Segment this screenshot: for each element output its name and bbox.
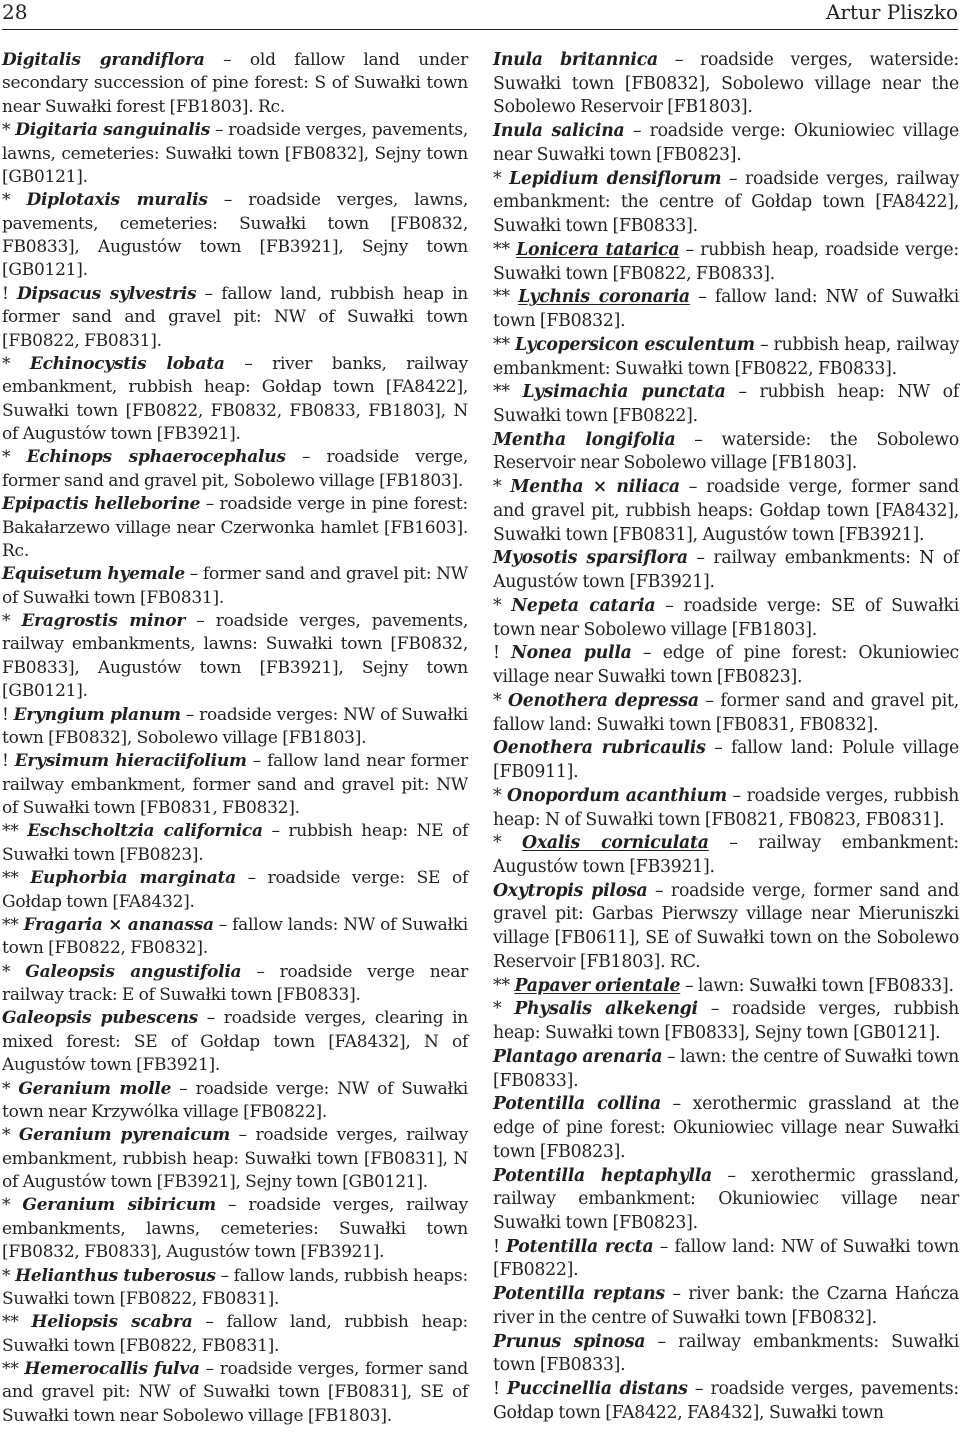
species-description: – river bank: the Czarna Hańcza river in the centre of Suwałki town [FB0832]. xyxy=(493,1284,959,1328)
species-description: – fallow land: NW of Suwałki town [FB0832]. xyxy=(493,287,959,332)
species-name: Echinocystis lobata xyxy=(29,353,225,374)
species-entry xyxy=(2,961,468,1008)
status-marker: * xyxy=(2,190,27,211)
species-entry xyxy=(493,429,959,476)
species-name: Potentilla heptaphylla xyxy=(493,1165,712,1186)
species-description: – waterside: the Sobolewo Reservoir near Sobolewo village [FB1803]. xyxy=(493,429,959,474)
species-description: – fallow land, rubbish heap: Suwałki town [FB0822, FB0831]. xyxy=(2,1312,468,1356)
status-marker: ! xyxy=(2,283,17,304)
species-name: Potentilla collina xyxy=(493,1094,661,1115)
species-entry xyxy=(493,168,959,239)
status-marker: ! xyxy=(2,751,15,772)
status-marker: * xyxy=(493,999,515,1020)
species-entry xyxy=(2,820,468,867)
species-description: – edge of pine forest: Okuniowiec village near Suwałki town [FB0823]. xyxy=(493,643,959,688)
species-entry xyxy=(2,563,468,610)
species-description: – railway embankments: N of Augustów town [FB3921]. xyxy=(493,548,959,593)
status-marker: ** xyxy=(2,914,24,935)
species-description: – fallow lands, rubbish heaps: Suwałki town [FB0822, FB0831]. xyxy=(2,1265,468,1309)
species-name: Onopordum acanthium xyxy=(507,785,727,806)
species-description: – fallow land, rubbish heap in former sand and gravel pit: NW of Suwałki town [FB0822, FB0831]. xyxy=(2,283,468,351)
species-description: – river banks, railway embankment, rubbish heap: Gołdap town [FA8422], Suwałki town [FB0822, FB0832, FB0833, FB1803], N of Augustów town [FB3921]. xyxy=(2,353,468,444)
species-name: Prunus spinosa xyxy=(493,1331,646,1352)
species-entry xyxy=(2,704,468,751)
species-name: Equisetum hyemale xyxy=(2,564,185,585)
species-name: Geranium pyrenaicum xyxy=(18,1125,231,1146)
species-name: Inula britannica xyxy=(493,50,658,70)
species-description: – roadside verge, former sand and gravel pit: Garbas Pierwszy village near Mieruniszki village [FB0611], SE of Suwałki town on the Sobolewo Reservoir [FB1803]. RC. xyxy=(493,880,959,972)
species-name: Lysimachia punctata xyxy=(522,382,726,403)
status-marker: ** xyxy=(493,287,519,308)
species-description: – roadside verge: Okuniowiec village near Suwałki town [FB0823]. xyxy=(493,121,959,165)
page-number: 28 xyxy=(2,0,28,24)
species-name: Mentha × niliaca xyxy=(510,477,680,498)
species-name: Nepeta cataria xyxy=(511,595,656,616)
species-name: Oenothera depressa xyxy=(508,690,699,711)
species-entry xyxy=(2,119,468,189)
status-marker: * xyxy=(2,961,26,982)
species-name: Puccinellia distans xyxy=(506,1379,688,1400)
species-description: – fallow land: Polule village [FB0911]. xyxy=(493,738,959,783)
species-name: Plantago arenaria xyxy=(493,1046,663,1067)
species-description: – roadside verge: NW of Suwałki town near Krzywólka village [FB0822]. xyxy=(2,1078,468,1122)
species-entry xyxy=(493,832,959,879)
status-marker: * xyxy=(493,833,523,854)
species-entry xyxy=(2,1358,468,1428)
species-description: – roadside verge near railway track: E of Suwałki town [FB0833]. xyxy=(2,961,468,1005)
species-description: – roadside verges, railway embankment: the centre of Gołdap town [FA8422], Suwałki town [FB0833]. xyxy=(493,168,959,237)
species-description: – rubbish heap: NE of Suwałki town [FB0823]. xyxy=(2,821,468,865)
status-marker: ! xyxy=(493,643,512,664)
status-marker: * xyxy=(493,690,508,711)
species-description: – roadside verges, pavements: Gołdap town [FA8422, FA8432], Suwałki town xyxy=(493,1379,959,1423)
species-description: – roadside verge, former sand and gravel pit, Sobolewo village [FB1803]. xyxy=(2,447,468,491)
status-marker: ! xyxy=(493,1379,507,1400)
species-description: – roadside verges, pavements, lawns, cemeteries: Suwałki town [FB0832], Sejny town [GB0121]. xyxy=(2,120,468,187)
species-entry xyxy=(493,785,959,832)
species-entry xyxy=(493,49,959,120)
species-name: Epipactis helleborine xyxy=(2,494,201,515)
species-name: Potentilla recta xyxy=(506,1236,654,1257)
species-entry xyxy=(493,595,959,642)
species-name: Digitalis grandiflora xyxy=(2,50,205,70)
status-marker: ! xyxy=(2,704,14,725)
species-entry xyxy=(493,1236,959,1283)
species-description: – roadside verge in pine forest: Bakałarzewo village near Czerwonka hamlet [FB1603]. Rc. xyxy=(2,494,468,561)
status-marker: * xyxy=(2,611,22,631)
species-description: – roadside verge: SE of Gołdap town [FA8432]. xyxy=(2,868,468,912)
status-marker: * xyxy=(493,168,510,189)
species-description: – xerothermic grassland at the edge of pine forest: Okuniowiec village near Suwałki town [FB0823]. xyxy=(493,1094,959,1162)
species-entry xyxy=(493,239,959,286)
status-marker: ** xyxy=(493,975,515,996)
species-description: – roadside verges, rubbish heap: Suwałki town [FB0833], Sejny town [GB0121]. xyxy=(493,999,959,1044)
species-description: – roadside verges, pavements, railway embankments, lawns: Suwałki town [FB0832, FB0833], Augustów town [FB3921], Sejny town [GB0121]. xyxy=(2,611,468,702)
species-entry xyxy=(2,446,468,493)
species-description: – rubbish heap, roadside verge: Suwałki town [FB0822, FB0833]. xyxy=(493,239,959,284)
species-name: Heliopsis scabra xyxy=(31,1312,193,1333)
species-name: Galeopsis pubescens xyxy=(2,1008,199,1029)
species-entry xyxy=(2,914,468,961)
species-name: Oxytropis pilosa xyxy=(493,880,648,901)
species-name: Papaver orientale xyxy=(514,975,681,996)
species-description: – railway embankments: Suwałki town [FB0833]. xyxy=(493,1331,959,1376)
species-description: – former sand and gravel pit: NW of Suwałki town [FB0831]. xyxy=(2,564,468,608)
species-entry xyxy=(493,737,959,784)
species-description: – roadside verges, former sand and gravel pit: NW of Suwałki town [FB0831], SE of Suwałki town near Sobolewo village [FB1803]. xyxy=(2,1359,468,1426)
species-name: Nonea pulla xyxy=(511,643,632,664)
species-name: Fragaria × ananassa xyxy=(23,914,214,935)
species-entry xyxy=(2,1265,468,1312)
species-name: Eryngium planum xyxy=(13,704,181,725)
status-marker: * xyxy=(493,595,512,616)
left-column xyxy=(2,49,468,1428)
species-description: – lawn: Suwałki town [FB0833]. xyxy=(680,975,954,996)
species-name: Euphorbia marginata xyxy=(30,868,236,889)
page-header xyxy=(2,0,958,34)
species-name: Lepidium densiflorum xyxy=(509,168,722,189)
species-name: Dipsacus sylvestris xyxy=(16,283,197,304)
species-description: – fallow land: NW of Suwałki town [FB0822]. xyxy=(493,1236,959,1281)
status-marker: ** xyxy=(2,1312,32,1333)
status-marker: ** xyxy=(493,239,517,260)
species-name: Lonicera tatarica xyxy=(516,239,680,260)
species-entry xyxy=(493,1093,959,1164)
species-entry xyxy=(2,1078,468,1125)
status-marker: * xyxy=(2,1125,19,1146)
species-entry xyxy=(493,286,959,333)
species-name: Digitaria sanguinalis xyxy=(15,120,211,141)
status-marker: * xyxy=(2,447,27,468)
species-entry xyxy=(493,1283,959,1330)
species-description: – rubbish heap: NW of Suwałki town [FB0822]. xyxy=(493,382,959,427)
species-name: Galeopsis angustifolia xyxy=(25,961,242,982)
species-entry xyxy=(493,1046,959,1093)
species-description: – fallow lands: NW of Suwałki town [FB0822, FB0832]. xyxy=(2,914,468,959)
species-name: Hemerocallis fulva xyxy=(24,1359,200,1379)
species-name: Echinops sphaerocephalus xyxy=(26,447,286,468)
species-description: – roadside verges, rubbish heap: N of Suwałki town [FB0821, FB0823, FB0831]. xyxy=(493,785,959,830)
species-name: Physalis alkekengi xyxy=(514,999,698,1020)
species-entry xyxy=(2,49,468,119)
species-entry xyxy=(493,1378,959,1425)
species-name: Helianthus tuberosus xyxy=(15,1265,216,1286)
status-marker: * xyxy=(2,1078,19,1099)
status-marker: ** xyxy=(2,868,31,889)
species-entry xyxy=(493,547,959,594)
species-entry xyxy=(493,1165,959,1236)
species-description: – roadside verges, waterside: Suwałki town [FB0832], Sobolewo village near the Sobolewo Reservoir [FB1803]. xyxy=(493,50,959,118)
species-entry xyxy=(2,750,468,820)
species-entry xyxy=(493,1331,959,1378)
species-entry xyxy=(2,867,468,914)
species-description: – roadside verges, railway embankment, rubbish heap: Suwałki town [FB0831], N of Augustów town [FB3921], Sejny town [GB0121]. xyxy=(2,1125,468,1192)
species-name: Erysimum hieraciifolium xyxy=(14,751,247,772)
species-name: Mentha longifolia xyxy=(493,429,676,450)
species-entry xyxy=(2,493,468,563)
status-marker: * xyxy=(2,1195,23,1216)
species-entry xyxy=(493,975,959,999)
status-marker: ** xyxy=(2,1359,25,1379)
species-name: Oenothera rubricaulis xyxy=(493,738,706,759)
species-description: – rubbish heap, railway embankment: Suwałki town [FB0822, FB0833]. xyxy=(493,334,959,379)
species-name: Eragrostis minor xyxy=(21,611,186,631)
species-entry xyxy=(493,120,959,167)
species-entry xyxy=(493,476,959,547)
species-name: Geranium molle xyxy=(18,1078,172,1099)
header-rule xyxy=(2,29,958,30)
species-entry xyxy=(2,189,468,283)
species-description: – railway embankment: Augustów town [FB3921]. xyxy=(493,833,959,877)
species-description: – fallow land near former railway embankment, former sand and gravel pit: NW of Suwałki town [FB0831, FB0832]. xyxy=(2,751,468,818)
species-name: Diplotaxis muralis xyxy=(26,190,208,211)
species-description: – roadside verges, railway embankments, lawns, cemeteries: Suwałki town [FB0832, FB0833], Augustów town [FB3921]. xyxy=(2,1195,468,1263)
species-description: – roadside verges, lawns, pavements, cemeteries: Suwałki town [FB0832, FB0833], Augustów town [FB3921], Sejny town [GB0121]. xyxy=(2,190,468,281)
species-entry xyxy=(493,334,959,381)
status-marker: ** xyxy=(2,821,28,842)
species-name: Lycopersicon esculentum xyxy=(515,334,755,355)
species-name: Myosotis sparsiflora xyxy=(493,548,688,569)
species-entry xyxy=(493,381,959,428)
species-name: Oxalis corniculata xyxy=(522,833,709,854)
species-entry xyxy=(2,610,468,704)
species-entry xyxy=(493,642,959,689)
species-name: Inula salicina xyxy=(493,121,625,142)
species-description: – roadside verge, former sand and gravel pit, rubbish heaps: Gołdap town [FA8432], Suwałki town [FB0831], Augustów town [FB3921]. xyxy=(493,477,959,545)
species-description: – former sand and gravel pit, fallow land: Suwałki town [FB0831, FB0832]. xyxy=(493,690,959,735)
species-entry xyxy=(2,353,468,447)
species-description: – roadside verges, clearing in mixed forest: SE of Gołdap town [FA8432], N of Augustów town [FB3921]. xyxy=(2,1008,468,1076)
status-marker: ** xyxy=(493,382,523,403)
species-name: Eschscholtzia californica xyxy=(27,821,263,842)
species-entry xyxy=(493,690,959,737)
species-name: Potentilla reptans xyxy=(493,1284,665,1305)
species-description: – xerothermic grassland, railway embankment: Okuniowiec village near Suwałki town [FB0823]. xyxy=(493,1165,959,1233)
status-marker: ! xyxy=(493,1236,507,1257)
status-marker: * xyxy=(493,785,508,806)
species-entry xyxy=(2,283,468,353)
species-entry xyxy=(2,1311,468,1358)
species-description: – old fallow land under secondary succession of pine forest: S of Suwałki town near Suwałki forest [FB1803]. Rc. xyxy=(2,50,468,117)
species-entry xyxy=(493,998,959,1045)
species-description: – lawn: the centre of Suwałki town [FB0833]. xyxy=(493,1046,959,1091)
species-name: Geranium sibiricum xyxy=(22,1195,216,1216)
right-column xyxy=(493,49,959,1426)
running-head-author: Artur Pliszko xyxy=(825,0,958,24)
status-marker: * xyxy=(2,1265,16,1286)
status-marker: * xyxy=(2,120,16,141)
species-description: – roadside verges: NW of Suwałki town [FB0832], Sobolewo village [FB1803]. xyxy=(2,704,468,748)
species-entry xyxy=(2,1194,468,1264)
species-entry xyxy=(2,1124,468,1194)
status-marker: * xyxy=(493,477,511,498)
status-marker: * xyxy=(2,353,30,374)
status-marker: ** xyxy=(493,334,515,355)
species-description: – roadside verge: SE of Suwałki town near Sobolewo village [FB1803]. xyxy=(493,595,959,640)
species-name: Lychnis coronaria xyxy=(518,287,690,308)
species-entry xyxy=(2,1007,468,1077)
species-entry xyxy=(493,880,959,975)
